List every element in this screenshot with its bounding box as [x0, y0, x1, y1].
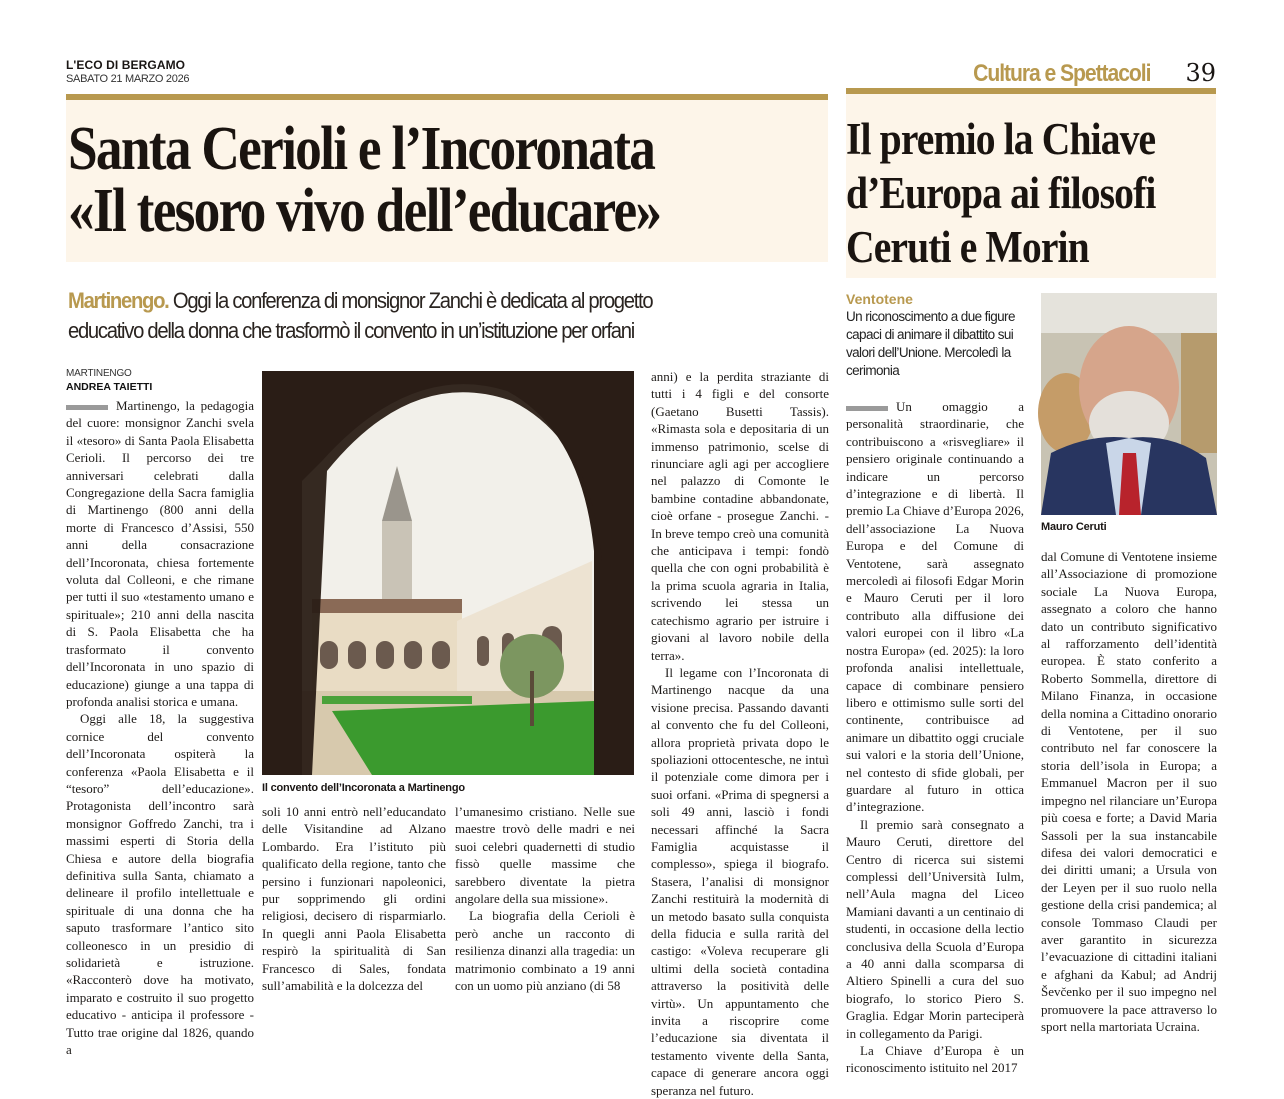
dateline: MARTINENGO: [66, 368, 132, 379]
side-col1-para1: Un omaggio a personalità straordinarie, che contribuiscono a «risvegliare» il pensiero originale continuando a indicare un percorso d’integrazione e di libertà. Il premio La Chiave d’Europa 2026, dell’associazione La Nuova Europa e del Comune di Ventotene, sarà assegnato mercoledì ai filosofi Edgar Morin e Mauro Ceruti per il loro contributo alla diffusione dei valori europei con il libro «La nostra Europa» (ed. 2025): la loro profonda analisi intellettuale, capace di combinare pensiero libero e ottimismo sulle sorti del continente, contribuisce ad animare un dibattito oggi cruciale sui valori e la storia dell’Unione, nel contesto di sfide globali, per guardare al futuro in ottica d’integrazione.: [846, 399, 1024, 815]
byline: ANDREA TAIETTI: [66, 381, 153, 393]
summary-line1: Oggi la conferenza di monsignor Zanchi è dedicata al progetto: [172, 288, 653, 313]
main-column-4: [651, 368, 829, 1098]
side-headline-line3: Ceruti e Morin: [846, 222, 1089, 272]
main-kicker: Martinengo.: [68, 288, 169, 313]
main-column-3: [455, 803, 635, 994]
side-col1-para2: Il premio sarà consegnato a Mauro Ceruti, direttore del Centro di ricerca sui sistemi complessi dell’Università Iulm, nell’Aula magna del Liceo Mamiani davanti a un centinaio di studenti, in occasione della lectio conclusiva della Scuola d’Europa a 40 anni dalla scomparsa di Altiero Spinelli a cura del suo biografo, lo storico Piero S. Graglia. Edgar Morin parteciperà in collegamento da Parigi.: [846, 816, 1024, 1041]
side-photo-caption: Mauro Ceruti: [1041, 521, 1107, 533]
cloister-photo-icon: [262, 371, 634, 775]
main-column-1: [66, 397, 254, 1058]
main-summary: [68, 286, 652, 346]
side-col2-para1: dal Comune di Ventotene insieme all’Associazione di promozione sociale La Nuova Europa, assegnato a coloro che hanno dato un contributo significativo al rafforzamento dell’identità europea. È stato conferito a Roberto Sommella, direttore di Milano Finanza, in occasione della nomina a Cittadino onorario di Ventotene, per il suo contributo nel far conoscere la storia dell’isola in Europa; a Emmanuel Macron per il suo impegno nel rilanciare un’Europa più coesa e forte; a David Maria Sassoli per la sua instancabile difesa dei valori democratici e dei diritti umani; a Ursula von der Leyen per il suo ruolo nella gestione della crisi pandemica; al console Tommaso Claudi per aver garantito in sicurezza l’evacuazione di cittadini italiani e afghani da Kabul; ad Andrij Ševčenko per il suo impegno nel promuovere la pace attraverso lo sport nella martoriata Ucraina.: [1041, 549, 1217, 1034]
side-kicker: Ventotene: [846, 291, 913, 307]
main-col1-para2: Oggi alle 18, la suggestiva cornice del convento dell’Incoronata ospiterà la conferenza «Paola Elisabetta e il “tesoro” dell’educazione». Protagonista dell’incontro sarà monsignor Goffredo Zanchi, tra i massimi esperti di Storia della Chiesa e autore della biografia definitiva sulla Santa, chiamato a delineare il profilo intellettuale e spirituale di una donna che ha saputo trasformare l’antico sito colleonesco in un presidio di solidarietà e istruzione. «Racconterò dove ha motivato, imparato e costruito il suo progetto educativo - anticipa il professore - Tutto trae origine dal 1826, quando a: [66, 711, 254, 1058]
main-headline: [68, 115, 661, 245]
publication-date: SABATO 21 MARZO 2026: [66, 73, 190, 85]
main-col4-para2: Il legame con l’Incoronata di Martinengo nacque da una visione precisa. Passando davanti al convento che fu del Colleoni, allora proprietà privata dopo le spoliazioni ottocentesche, ne intuì il potenziale come dimora per i suoi orfani. «Prima di spegnersi a soli 49 anni, lasciò i fondi necessari affinché la Sacra Famiglia acquistasse il complesso», spiega il biografo. Stasera, l’analisi di monsignor Zanchi restituirà la modernità di un metodo basato sulla conquista della fiducia e sulla rarità del castigo: «Voleva recuperare gli ultimi della società contadina attraverso la positività delle virtù». Un appuntamento che invita a riscoprire come l’educazione sia diventata il testamento vivente della Santa, capace di generare ancora oggi speranza nel futuro.: [651, 664, 829, 1098]
side-headline: [846, 112, 1156, 274]
lead-marker: [66, 405, 108, 410]
main-col1-para1: Martinengo, la pedagogia del cuore: monsignor Zanchi svela il «tesoro» di Santa Paola Elisabetta Cerioli. Il percorso dei tre anniversari celebrati dalla Congregazione della Sacra famiglia di Martinengo (800 anni della morte di Francesco d’Assisi, 550 anni della consacrazione dell’Incoronata, chiesa fortemente voluta dal Colleoni, e che rimane per tutti il suo «testamento umano e spirituale»; 210 anni della nascita di S. Paola Elisabetta che ha trasformato il convento dell’Incoronata in uno spazio di educazione) giunge a una tappa di profonda analisi storica e umana.: [66, 398, 254, 709]
side-headline-line2: d’Europa ai filosofi: [846, 168, 1156, 218]
side-summary: Un riconoscimento a due figure capaci di animare il dibattito sui valori dell’Unione. Mercoledì la cerimonia: [846, 309, 1015, 378]
side-lead-marker: [846, 406, 888, 411]
main-col2-para1: soli 10 anni entrò nell’educandato delle Visitandine ad Alzano Lombardo. Era l’istituto più qualificato della regione, tanto che persino i funzionari napoleonici, pur sopprimendo gli ordini religiosi, decisero di risparmiarlo. In quegli anni Paola Elisabetta respirò la spiritualità di San Francesco di Sales, fondata sull’amabilità e la dolcezza del: [262, 804, 446, 994]
main-headline-line2: «Il tesoro vivo dell’educare»: [68, 177, 661, 245]
main-col4-para1: anni) e la perdita straziante di tutti i 4 figli e del consorte (Gaetano Busetti Tassis). «Rimasta sola e depositaria di un immenso patrimonio, scelse di rinunciare agli agi per accogliere nel palazzo di Comonte le bambine contadine abbandonate, cioè orfane - prosegue Zanchi. - In breve tempo creò una comunità che anticipava i tempi: fondò quella che con ogni probabilità è la prima scuola agraria in Italia, scrivendo lei stessa un catechismo agrario per istruire i giovani al lavoro nobile della terra».: [651, 369, 829, 663]
side-column-2: [1041, 548, 1217, 1034]
portrait-photo-icon: [1041, 293, 1217, 515]
main-column-2: [262, 803, 446, 994]
side-column-1: [846, 398, 1024, 1076]
main-headline-line1: Santa Cerioli e l’Incoronata: [68, 115, 655, 183]
section-name: Cultura e Spettacoli: [972, 60, 1150, 87]
side-headline-line1: Il premio la Chiave: [846, 114, 1156, 164]
summary-line2: educativo della donna che trasformò il convento in un’istituzione per orfani: [68, 318, 634, 343]
main-col3-para2: La biografia della Cerioli è però anche un racconto di resilienza dinanzi alla tragedia: un matrimonio combinato a 19 anni con un uomo più anziano (di 58: [455, 908, 635, 994]
cloister-photo: [262, 371, 634, 775]
main-col3-para1: l’umanesimo cristiano. Nelle sue maestre trovò delle madri e nei suoi celebri quadernetti di studio fissò quelle massime che sarebbero diventate la pietra angolare della sua missione».: [455, 804, 635, 907]
portrait-photo: [1041, 293, 1217, 515]
main-photo-caption: Il convento dell’Incoronata a Martinengo: [262, 782, 465, 794]
side-col1-para3: La Chiave d’Europa è un riconoscimento istituito nel 2017: [846, 1043, 1024, 1076]
publication-name: L'ECO DI BERGAMO: [66, 58, 186, 72]
page-number: 39: [1185, 59, 1216, 87]
